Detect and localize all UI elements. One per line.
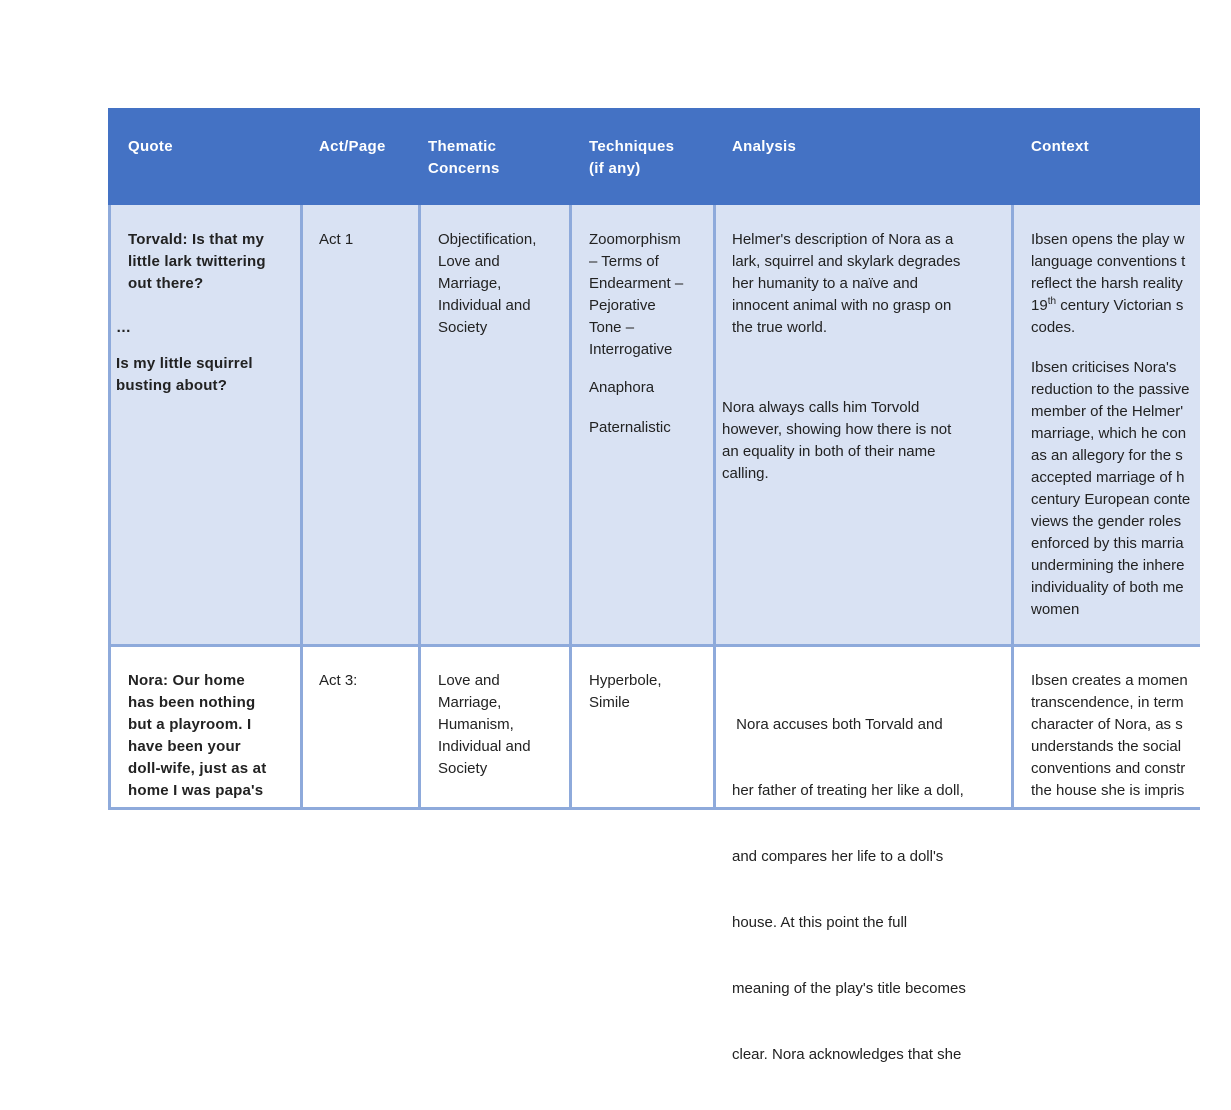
header-techniques	[589, 136, 674, 180]
header-act-page: Act/Page	[319, 138, 386, 155]
row2-analysis	[732, 645, 1012, 1063]
context-line: Ibsen creates a momen	[1031, 672, 1188, 689]
quote-line: has been nothing	[128, 694, 256, 711]
table-header-row	[108, 108, 1200, 205]
header-techniques-line2: (if any)	[589, 160, 641, 177]
analysis-line: clear. Nora acknowledges that she	[732, 1046, 962, 1063]
column-divider	[713, 205, 716, 810]
quote-line: out there?	[128, 275, 204, 292]
quote-line: Torvald: Is that my	[128, 231, 265, 248]
technique-line: Interrogative	[589, 341, 673, 358]
context-line: century European conte	[1031, 491, 1191, 508]
thematic-line: Humanism,	[438, 716, 514, 733]
quote-line: Nora: Our home	[128, 672, 245, 689]
quote-line: doll-wife, just as at	[128, 760, 267, 777]
header-techniques-line1: Techniques	[589, 138, 675, 155]
column-divider	[569, 205, 572, 810]
technique-line: Tone –	[589, 319, 635, 336]
context-line: women	[1031, 601, 1080, 618]
technique-line: Hyperbole,	[589, 672, 662, 689]
header-quote: Quote	[128, 138, 173, 155]
analysis-line: house. At this point the full	[732, 914, 908, 931]
row1-context-b	[1031, 357, 1231, 621]
context-line: transcendence, in term	[1031, 694, 1184, 711]
analysis-line: the true world.	[732, 319, 828, 336]
thematic-line: Society	[438, 760, 488, 777]
context-line: views the gender roles	[1031, 513, 1182, 530]
context-century-number: 19	[1031, 297, 1048, 314]
quote-line: little lark twittering	[128, 253, 266, 270]
column-divider	[300, 205, 303, 810]
analysis-table	[108, 108, 1200, 1063]
row2-thematic	[438, 670, 578, 780]
thematic-line: Individual and	[438, 297, 531, 314]
row1-quote-continued	[116, 353, 296, 397]
context-line: reduction to the passive	[1031, 381, 1190, 398]
analysis-line: Nora always calls him Torvold	[722, 399, 920, 416]
row1-technique-paternalistic: Paternalistic	[589, 419, 671, 436]
row1-techniques	[589, 229, 719, 361]
analysis-line: innocent animal with no grasp on	[732, 297, 952, 314]
analysis-line: an equality in both of their name	[722, 443, 936, 460]
analysis-line: meaning of the play's title becomes	[732, 980, 966, 997]
quote-line: have been your	[128, 738, 241, 755]
context-line: marriage, which he con	[1031, 425, 1187, 442]
row2-techniques	[589, 670, 719, 714]
analysis-line: lark, squirrel and skylark degrades	[732, 253, 961, 270]
context-line: understands the social	[1031, 738, 1182, 755]
analysis-line: her humanity to a naïve and	[732, 275, 918, 292]
technique-line: – Terms of	[589, 253, 659, 270]
table-border-bottom	[108, 807, 1200, 810]
context-line: Ibsen opens the play w	[1031, 231, 1185, 248]
thematic-line: Love and	[438, 672, 500, 689]
context-line: accepted marriage of h	[1031, 469, 1185, 486]
context-line: enforced by this marria	[1031, 535, 1184, 552]
context-line: member of the Helmer'	[1031, 403, 1184, 420]
row1-thematic	[438, 229, 578, 339]
thematic-line: Marriage,	[438, 694, 502, 711]
analysis-line: Nora accuses both Torvald and	[732, 716, 943, 733]
row1-analysis-a	[732, 229, 1017, 339]
thematic-line: Love and	[438, 253, 500, 270]
context-line: the house she is impris	[1031, 782, 1185, 799]
table-row	[108, 205, 1200, 645]
quote-line: busting about?	[116, 377, 228, 394]
thematic-line: Objectification,	[438, 231, 537, 248]
context-line-text: century Victorian s	[1060, 297, 1184, 314]
context-line: language conventions t	[1031, 253, 1186, 270]
header-thematic-line2: Concerns	[428, 160, 500, 177]
row1-technique-anaphora: Anaphora	[589, 379, 655, 396]
technique-line: Zoomorphism	[589, 231, 681, 248]
context-line: reflect the harsh reality	[1031, 275, 1183, 292]
column-divider	[1011, 205, 1014, 810]
context-line: as an allegory for the s	[1031, 447, 1183, 464]
row2-act: Act 3:	[319, 672, 358, 689]
analysis-line: however, showing how there is not	[722, 421, 952, 438]
analysis-line: Helmer's description of Nora as a	[732, 231, 954, 248]
context-line: Ibsen criticises Nora's	[1031, 359, 1177, 376]
row1-analysis-b	[722, 397, 1012, 485]
header-analysis: Analysis	[732, 138, 797, 155]
row1-context	[1031, 229, 1200, 629]
context-line	[1031, 295, 1231, 317]
header-context: Context	[1031, 138, 1089, 155]
row1-quote-ellipsis: …	[116, 319, 132, 336]
header-thematic-concerns	[428, 136, 500, 180]
column-divider	[418, 205, 421, 810]
analysis-line: her father of treating her like a doll,	[732, 782, 964, 799]
row1-act: Act 1	[319, 231, 354, 248]
context-line: codes.	[1031, 319, 1076, 336]
quote-line: but a playroom. I	[128, 716, 252, 733]
row-divider	[108, 644, 1200, 647]
table-row	[108, 645, 1200, 1063]
context-line: individuality of both me	[1031, 579, 1184, 596]
analysis-line: and compares her life to a doll's	[732, 848, 944, 865]
thematic-line: Society	[438, 319, 488, 336]
row2-context	[1031, 645, 1200, 808]
row1-context-a	[1031, 229, 1231, 339]
context-line: conventions and constr	[1031, 760, 1186, 777]
context-line: character of Nora, as s	[1031, 716, 1183, 733]
table-border-left	[108, 205, 111, 810]
quote-line: home I was papa's	[128, 782, 264, 799]
header-thematic-line1: Thematic	[428, 138, 497, 155]
technique-line: Simile	[589, 694, 630, 711]
technique-line: Endearment –	[589, 275, 684, 292]
technique-line: Pejorative	[589, 297, 656, 314]
context-line: undermining the inhere	[1031, 557, 1185, 574]
thematic-line: Individual and	[438, 738, 531, 755]
analysis-line: calling.	[722, 465, 769, 482]
thematic-line: Marriage,	[438, 275, 502, 292]
row2-quote	[128, 645, 303, 808]
quote-line: Is my little squirrel	[116, 355, 253, 372]
row1-quote	[128, 229, 303, 295]
context-superscript: th	[1047, 296, 1057, 307]
